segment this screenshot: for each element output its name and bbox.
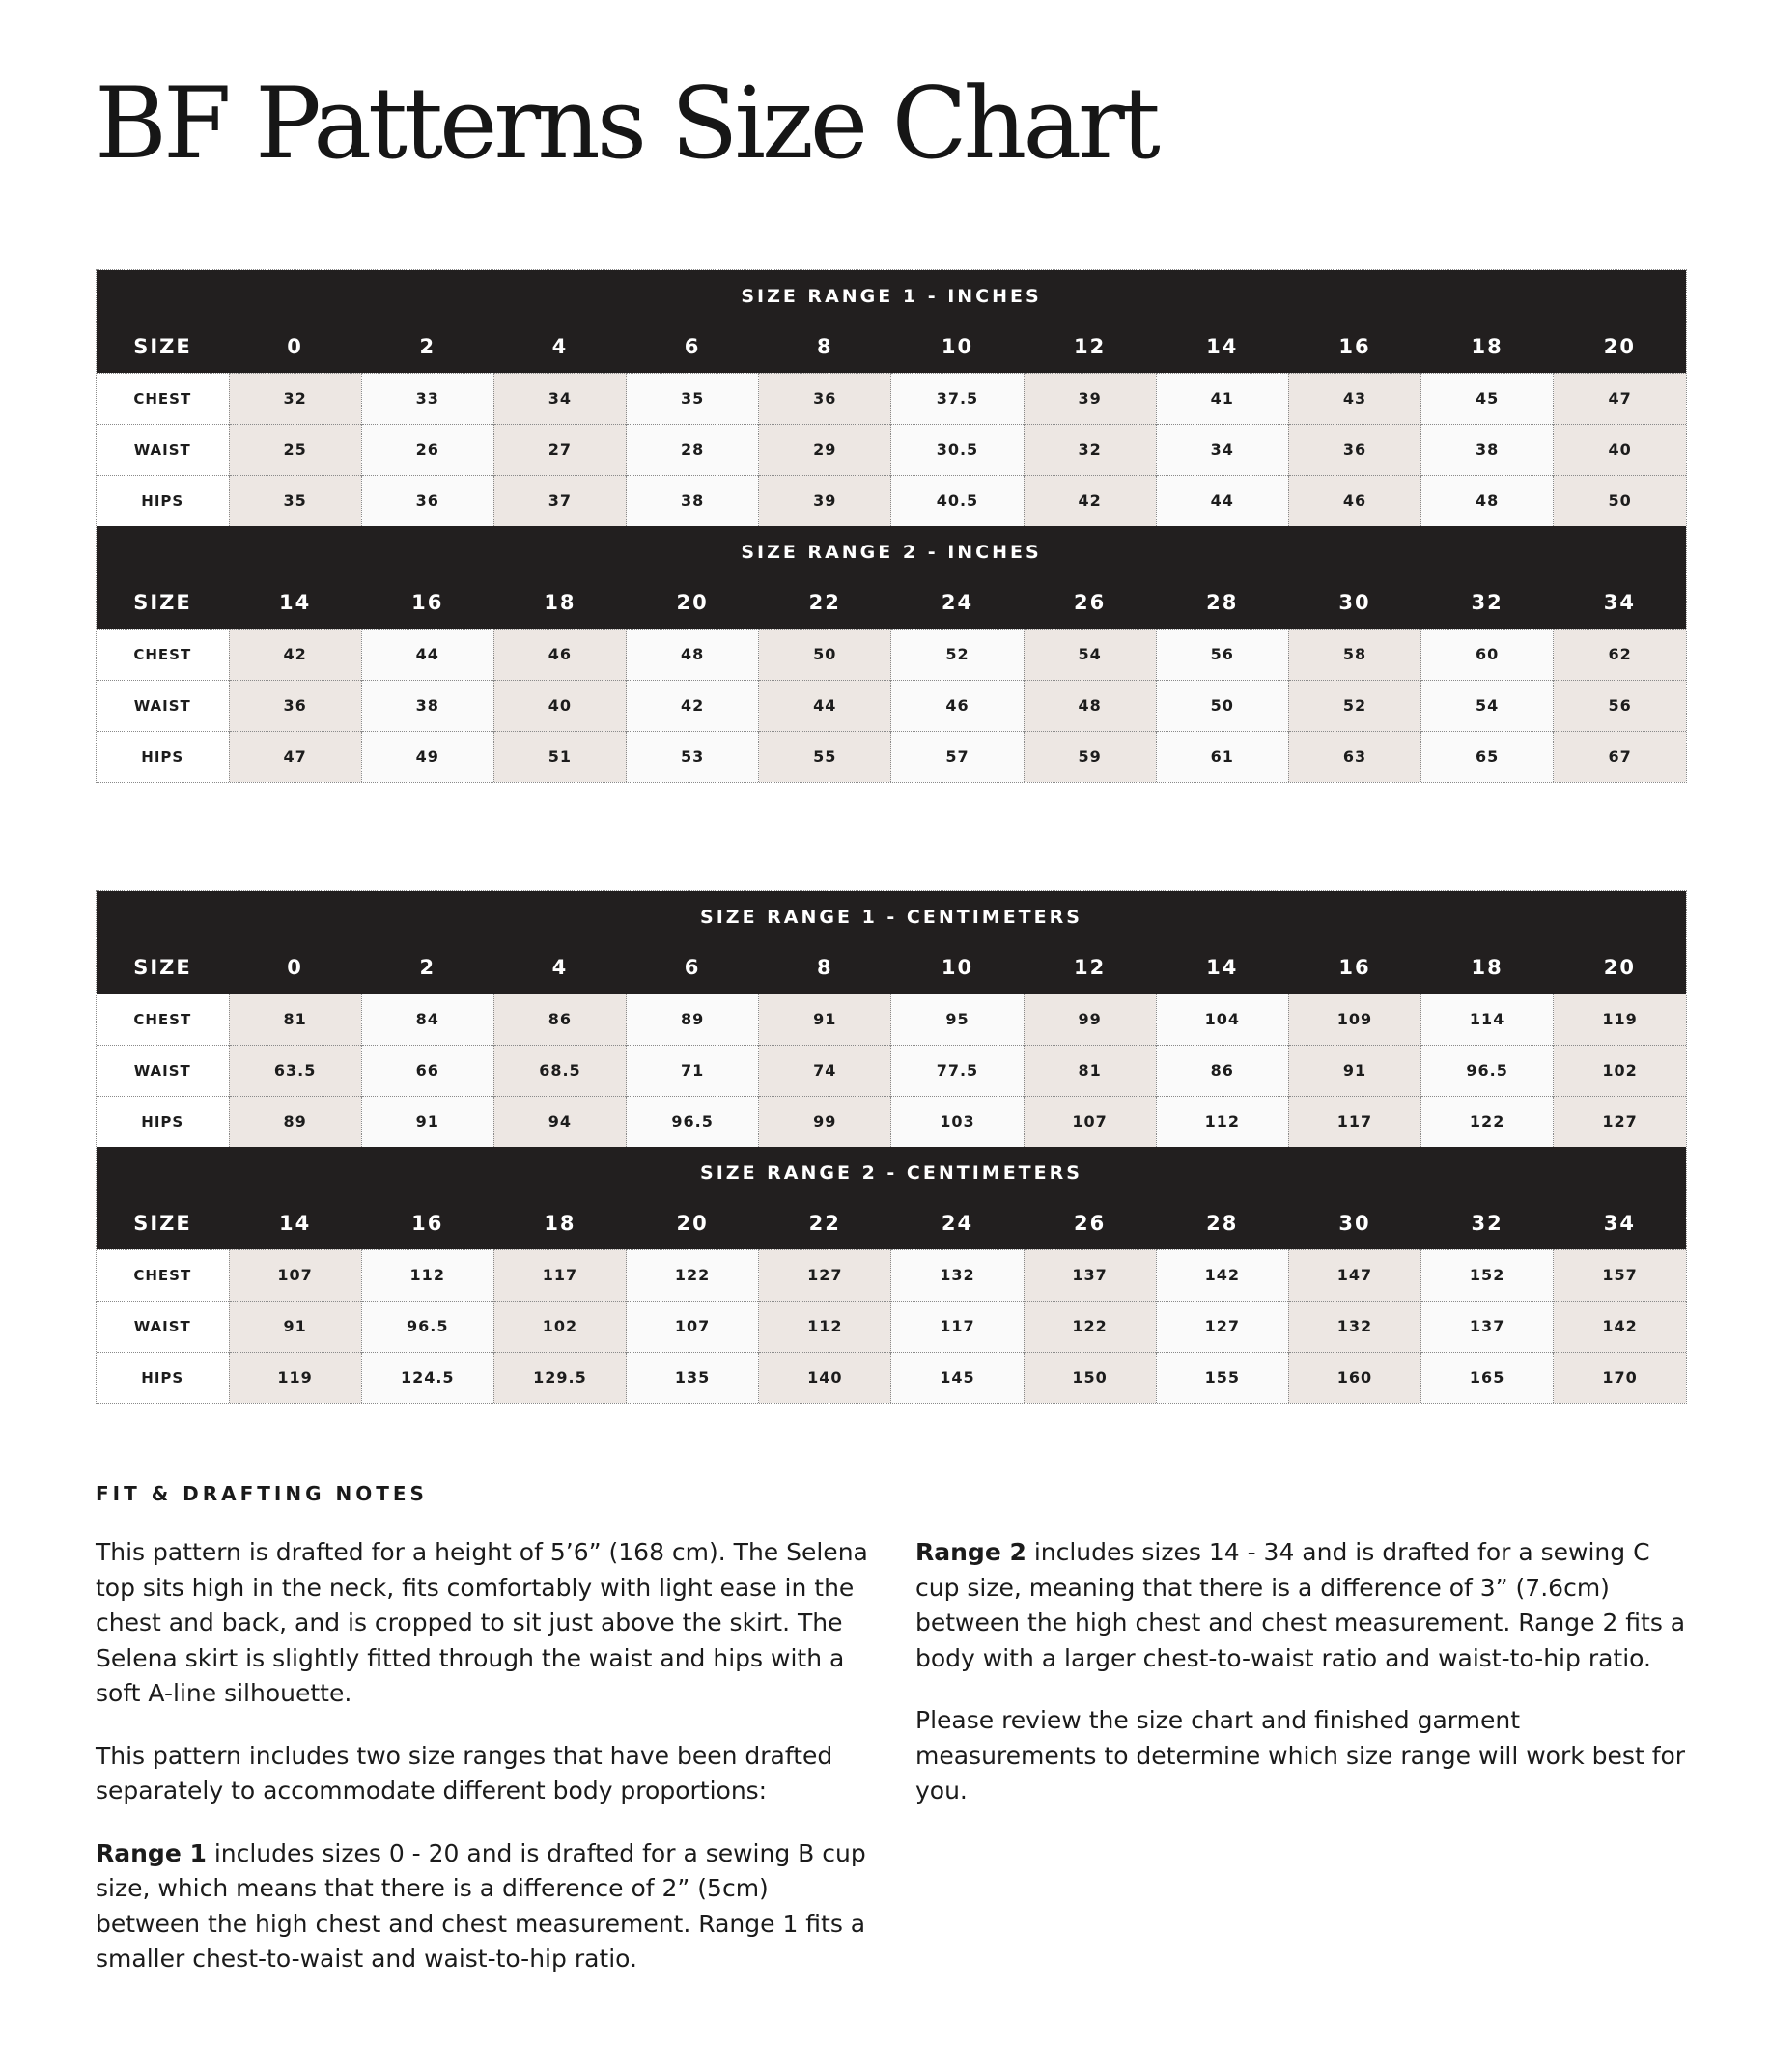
size-header-label: SIZE — [97, 942, 229, 994]
size-header-cell: 10 — [891, 322, 1024, 373]
size-header-cell: 14 — [1156, 942, 1288, 994]
measurement-label: CHEST — [97, 1249, 229, 1301]
measurement-value: 37.5 — [891, 373, 1024, 424]
notes-heading: FIT & DRAFTING NOTES — [96, 1482, 428, 1505]
measurement-label: WAIST — [97, 424, 229, 475]
measurement-value: 95 — [891, 994, 1024, 1045]
measurement-value: 45 — [1421, 373, 1554, 424]
table-row — [97, 1045, 1686, 1096]
size-header-cell: 4 — [493, 322, 626, 373]
measurement-value: 112 — [759, 1301, 891, 1352]
size-header-cell: 22 — [759, 1198, 891, 1249]
measurement-value: 41 — [1156, 373, 1288, 424]
measurement-value: 137 — [1421, 1301, 1554, 1352]
size-header-cell: 20 — [1554, 942, 1686, 994]
measurement-value: 122 — [1024, 1301, 1156, 1352]
table-row — [97, 424, 1686, 475]
table-row — [97, 994, 1686, 1045]
measurement-value: 86 — [1156, 1045, 1288, 1096]
measurement-value: 84 — [361, 994, 493, 1045]
measurement-value: 48 — [627, 629, 759, 680]
measurement-value: 142 — [1156, 1249, 1288, 1301]
table-row — [97, 1249, 1686, 1301]
measurement-value: 63.5 — [229, 1045, 361, 1096]
measurement-value: 122 — [1421, 1096, 1554, 1147]
measurement-value: 30.5 — [891, 424, 1024, 475]
measurement-value: 47 — [229, 731, 361, 782]
measurement-value: 107 — [627, 1301, 759, 1352]
size-header-cell: 26 — [1024, 1198, 1156, 1249]
measurement-value: 71 — [627, 1045, 759, 1096]
measurement-value: 135 — [627, 1352, 759, 1403]
size-header-cell: 34 — [1554, 1198, 1686, 1249]
measurement-value: 27 — [493, 424, 626, 475]
size-header-cell: 2 — [361, 322, 493, 373]
measurement-value: 35 — [229, 475, 361, 526]
table-row — [97, 475, 1686, 526]
measurement-value: 43 — [1288, 373, 1420, 424]
size-header-cell: 20 — [627, 577, 759, 629]
measurement-value: 132 — [1288, 1301, 1420, 1352]
measurement-value: 36 — [229, 680, 361, 731]
size-header-cell: 32 — [1421, 1198, 1554, 1249]
measurement-value: 46 — [1288, 475, 1420, 526]
measurement-value: 40 — [493, 680, 626, 731]
measurement-value: 54 — [1421, 680, 1554, 731]
size-header-cell: 22 — [759, 577, 891, 629]
notes-paragraph-ranges: This pattern includes two size ranges that have been drafted separately to accommodate different body proportions: — [96, 1741, 833, 1805]
measurement-value: 89 — [627, 994, 759, 1045]
size-header-cell: 28 — [1156, 1198, 1288, 1249]
measurement-label: CHEST — [97, 373, 229, 424]
size-header-cell: 16 — [1288, 942, 1420, 994]
range-1-label: Range 1 — [96, 1838, 207, 1867]
measurement-value: 57 — [891, 731, 1024, 782]
measurement-value: 36 — [759, 373, 891, 424]
measurement-value: 39 — [759, 475, 891, 526]
measurement-value: 117 — [493, 1249, 626, 1301]
measurement-label: WAIST — [97, 1045, 229, 1096]
size-header-cell: 4 — [493, 942, 626, 994]
measurement-label: HIPS — [97, 1096, 229, 1147]
size-header-label: SIZE — [97, 322, 229, 373]
measurement-value: 104 — [1156, 994, 1288, 1045]
measurement-value: 40.5 — [891, 475, 1024, 526]
size-header-cell: 18 — [1421, 322, 1554, 373]
measurement-value: 26 — [361, 424, 493, 475]
table-row — [97, 1301, 1686, 1352]
size-header-cell: 26 — [1024, 577, 1156, 629]
measurement-value: 147 — [1288, 1249, 1420, 1301]
measurement-value: 67 — [1554, 731, 1686, 782]
measurement-value: 94 — [493, 1096, 626, 1147]
size-header-cell: 30 — [1288, 1198, 1420, 1249]
size-header-cell: 16 — [361, 577, 493, 629]
table-row — [97, 1096, 1686, 1147]
measurement-value: 68.5 — [493, 1045, 626, 1096]
measurement-label: WAIST — [97, 1301, 229, 1352]
measurement-value: 28 — [627, 424, 759, 475]
measurement-value: 165 — [1421, 1352, 1554, 1403]
measurement-value: 96.5 — [1421, 1045, 1554, 1096]
measurement-value: 96.5 — [361, 1301, 493, 1352]
measurement-value: 59 — [1024, 731, 1156, 782]
measurement-value: 152 — [1421, 1249, 1554, 1301]
measurement-value: 29 — [759, 424, 891, 475]
measurement-value: 34 — [1156, 424, 1288, 475]
size-header-cell: 20 — [1554, 322, 1686, 373]
notes-paragraph-range-1 — [96, 1836, 878, 1977]
size-header-label: SIZE — [97, 1198, 229, 1249]
measurement-value: 42 — [1024, 475, 1156, 526]
size-header-label: SIZE — [97, 577, 229, 629]
size-header-cell: 8 — [759, 942, 891, 994]
size-header-cell: 18 — [493, 1198, 626, 1249]
size-header-cell: 30 — [1288, 577, 1420, 629]
measurement-value: 61 — [1156, 731, 1288, 782]
measurement-value: 137 — [1024, 1249, 1156, 1301]
measurement-value: 155 — [1156, 1352, 1288, 1403]
measurement-value: 112 — [1156, 1096, 1288, 1147]
measurement-value: 119 — [1554, 994, 1686, 1045]
measurement-value: 145 — [891, 1352, 1024, 1403]
measurement-value: 50 — [1554, 475, 1686, 526]
measurement-value: 35 — [627, 373, 759, 424]
size-header-cell: 10 — [891, 942, 1024, 994]
measurement-value: 62 — [1554, 629, 1686, 680]
measurement-value: 91 — [229, 1301, 361, 1352]
measurement-value: 56 — [1156, 629, 1288, 680]
size-range-title: SIZE RANGE 1 - INCHES — [97, 270, 1686, 322]
measurement-value: 127 — [759, 1249, 891, 1301]
size-header-cell: 18 — [1421, 942, 1554, 994]
measurement-value: 74 — [759, 1045, 891, 1096]
size-table — [97, 526, 1686, 782]
measurement-value: 112 — [361, 1249, 493, 1301]
size-header-cell: 14 — [1156, 322, 1288, 373]
measurement-value: 52 — [891, 629, 1024, 680]
measurement-value: 38 — [1421, 424, 1554, 475]
notes-column-right — [915, 1535, 1688, 1836]
size-header-cell: 2 — [361, 942, 493, 994]
measurement-value: 107 — [1024, 1096, 1156, 1147]
measurement-value: 56 — [1554, 680, 1686, 731]
measurement-value: 122 — [627, 1249, 759, 1301]
measurement-value: 51 — [493, 731, 626, 782]
measurement-value: 91 — [1288, 1045, 1420, 1096]
measurement-value: 46 — [493, 629, 626, 680]
measurement-label: HIPS — [97, 475, 229, 526]
notes-paragraph-range-2 — [915, 1535, 1688, 1676]
measurement-label: HIPS — [97, 1352, 229, 1403]
measurement-value: 36 — [1288, 424, 1420, 475]
measurement-value: 77.5 — [891, 1045, 1024, 1096]
size-header-cell: 16 — [361, 1198, 493, 1249]
size-header-cell: 32 — [1421, 577, 1554, 629]
measurement-value: 150 — [1024, 1352, 1156, 1403]
size-header-cell: 16 — [1288, 322, 1420, 373]
measurement-label: HIPS — [97, 731, 229, 782]
size-header-cell: 34 — [1554, 577, 1686, 629]
notes-paragraph-height: This pattern is drafted for a height of 5’6” (168 cm). The Selena top sits high in the neck, fits comfortably with light ease in the chest and back, and is cropped to sit just above the skirt. The Selena skirt is slightly fitted through the waist and hips with a soft A-line silhouette. — [96, 1538, 868, 1707]
measurement-value: 119 — [229, 1352, 361, 1403]
table-row — [97, 1352, 1686, 1403]
measurement-value: 37 — [493, 475, 626, 526]
table-row — [97, 629, 1686, 680]
measurement-value: 66 — [361, 1045, 493, 1096]
measurement-value: 47 — [1554, 373, 1686, 424]
measurement-value: 103 — [891, 1096, 1024, 1147]
measurement-value: 36 — [361, 475, 493, 526]
measurement-value: 142 — [1554, 1301, 1686, 1352]
measurement-value: 38 — [361, 680, 493, 731]
measurement-value: 99 — [1024, 994, 1156, 1045]
size-range-title: SIZE RANGE 1 - CENTIMETERS — [97, 891, 1686, 942]
measurement-value: 127 — [1156, 1301, 1288, 1352]
table-row — [97, 373, 1686, 424]
size-header-cell: 6 — [627, 322, 759, 373]
measurement-value: 99 — [759, 1096, 891, 1147]
size-range-title: SIZE RANGE 2 - CENTIMETERS — [97, 1147, 1686, 1198]
measurement-value: 48 — [1024, 680, 1156, 731]
measurement-value: 102 — [493, 1301, 626, 1352]
measurement-value: 32 — [1024, 424, 1156, 475]
measurement-value: 53 — [627, 731, 759, 782]
measurement-value: 63 — [1288, 731, 1420, 782]
measurement-value: 38 — [627, 475, 759, 526]
size-header-cell: 14 — [229, 1198, 361, 1249]
inches-size-chart — [96, 269, 1687, 783]
measurement-value: 117 — [1288, 1096, 1420, 1147]
range-2-text: includes sizes 14 - 34 and is drafted for a sewing C cup size, meaning that there is a difference of 3” (7.6cm) between the high chest and chest measurement. Range 2 fits a body with a larger chest-to-waist ratio and waist-to-hip ratio. — [915, 1538, 1686, 1672]
range-1-text: includes sizes 0 - 20 and is drafted for a sewing B cup size, which means that there is a difference of 2” (5cm) between the high chest and chest measurement. Range 1 fits a smaller chest-to-waist and waist-to-hip ratio. — [96, 1838, 866, 1973]
measurement-value: 89 — [229, 1096, 361, 1147]
measurement-value: 25 — [229, 424, 361, 475]
measurement-value: 132 — [891, 1249, 1024, 1301]
size-header-cell: 20 — [627, 1198, 759, 1249]
measurement-value: 127 — [1554, 1096, 1686, 1147]
measurement-value: 46 — [891, 680, 1024, 731]
measurement-value: 129.5 — [493, 1352, 626, 1403]
table-row — [97, 731, 1686, 782]
measurement-value: 117 — [891, 1301, 1024, 1352]
table-row — [97, 680, 1686, 731]
measurement-value: 65 — [1421, 731, 1554, 782]
measurement-value: 157 — [1554, 1249, 1686, 1301]
measurement-value: 170 — [1554, 1352, 1686, 1403]
measurement-value: 160 — [1288, 1352, 1420, 1403]
size-header-cell: 0 — [229, 322, 361, 373]
measurement-value: 44 — [1156, 475, 1288, 526]
measurement-value: 124.5 — [361, 1352, 493, 1403]
size-header-cell: 12 — [1024, 322, 1156, 373]
measurement-value: 140 — [759, 1352, 891, 1403]
size-table — [97, 1147, 1686, 1403]
measurement-value: 109 — [1288, 994, 1420, 1045]
size-header-cell: 24 — [891, 1198, 1024, 1249]
size-range-title: SIZE RANGE 2 - INCHES — [97, 526, 1686, 577]
measurement-label: CHEST — [97, 629, 229, 680]
notes-column-left — [96, 1535, 878, 2004]
page-title: BF Patterns Size Chart — [95, 67, 1157, 182]
size-header-cell: 0 — [229, 942, 361, 994]
measurement-value: 60 — [1421, 629, 1554, 680]
measurement-value: 91 — [361, 1096, 493, 1147]
notes-paragraph-review: Please review the size chart and finished garment measurements to determine which size range will work best for you. — [915, 1706, 1686, 1805]
size-table — [97, 270, 1686, 526]
centimeters-size-chart — [96, 890, 1687, 1404]
measurement-value: 107 — [229, 1249, 361, 1301]
measurement-value: 39 — [1024, 373, 1156, 424]
measurement-value: 114 — [1421, 994, 1554, 1045]
measurement-value: 34 — [493, 373, 626, 424]
measurement-value: 52 — [1288, 680, 1420, 731]
measurement-value: 33 — [361, 373, 493, 424]
size-header-cell: 12 — [1024, 942, 1156, 994]
measurement-value: 102 — [1554, 1045, 1686, 1096]
size-header-cell: 18 — [493, 577, 626, 629]
measurement-label: CHEST — [97, 994, 229, 1045]
measurement-value: 42 — [229, 629, 361, 680]
measurement-value: 96.5 — [627, 1096, 759, 1147]
size-header-cell: 28 — [1156, 577, 1288, 629]
measurement-value: 81 — [1024, 1045, 1156, 1096]
measurement-value: 58 — [1288, 629, 1420, 680]
measurement-value: 44 — [759, 680, 891, 731]
measurement-value: 55 — [759, 731, 891, 782]
measurement-value: 44 — [361, 629, 493, 680]
measurement-value: 49 — [361, 731, 493, 782]
measurement-value: 48 — [1421, 475, 1554, 526]
size-header-cell: 24 — [891, 577, 1024, 629]
measurement-value: 81 — [229, 994, 361, 1045]
size-table — [97, 891, 1686, 1147]
measurement-value: 50 — [1156, 680, 1288, 731]
measurement-value: 91 — [759, 994, 891, 1045]
measurement-label: WAIST — [97, 680, 229, 731]
measurement-value: 54 — [1024, 629, 1156, 680]
size-header-cell: 6 — [627, 942, 759, 994]
measurement-value: 42 — [627, 680, 759, 731]
size-header-cell: 14 — [229, 577, 361, 629]
size-header-cell: 8 — [759, 322, 891, 373]
measurement-value: 86 — [493, 994, 626, 1045]
measurement-value: 40 — [1554, 424, 1686, 475]
measurement-value: 50 — [759, 629, 891, 680]
measurement-value: 32 — [229, 373, 361, 424]
range-2-label: Range 2 — [915, 1538, 1026, 1566]
